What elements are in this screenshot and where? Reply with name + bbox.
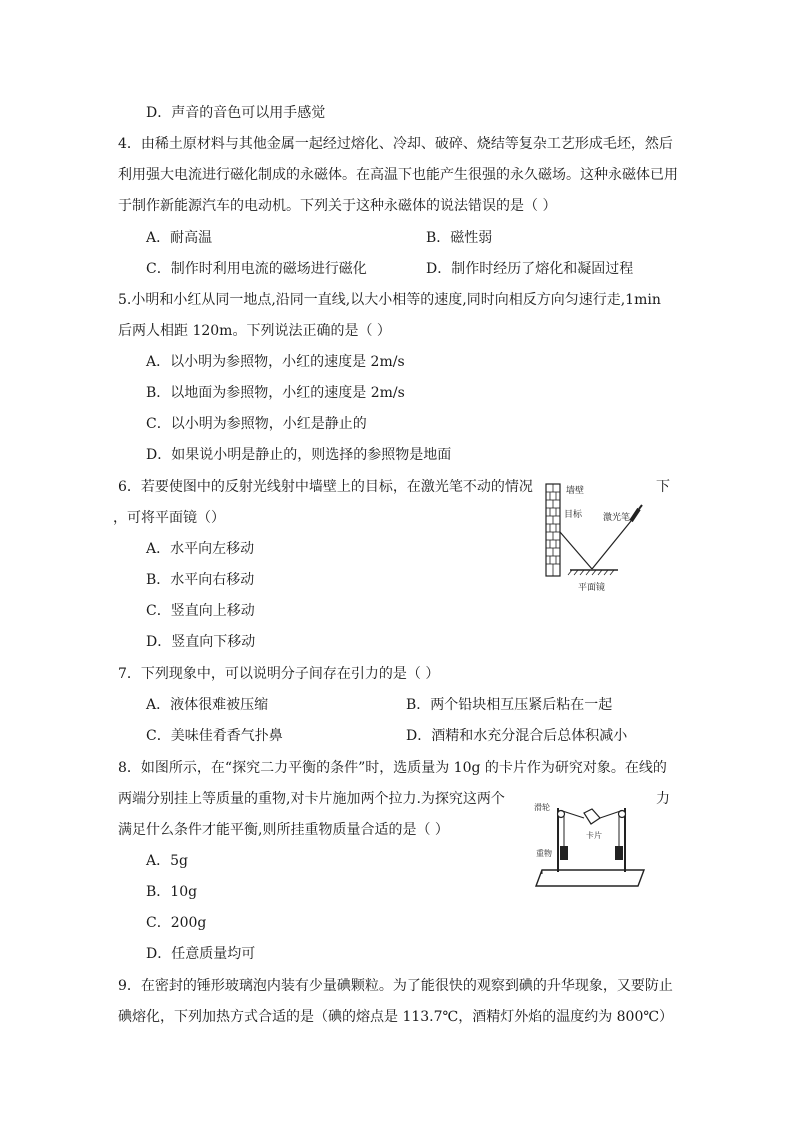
left-weight-icon [560,846,568,860]
q6-figure-mirror-diagram [540,476,660,600]
q8-option-c: C．200g [146,915,207,931]
q5-stem-line2: 后两人相距 120m。下列说法正确的是（ ） [118,323,391,339]
q6-stem-line2: ，可将平面镜（） [113,510,225,526]
q6-option-c: C．竖直向上移动 [146,603,255,619]
q6-option-a: A．水平向左移动 [146,541,255,557]
q6-figure-wall-label: 墙壁 [566,486,585,496]
q5-stem-line1: 5.小明和小红从同一地点,沿同一直线,以大小相等的速度,同时向相反方向匀速行走,1min [118,292,661,308]
q7-option-d: D．酒精和水充分混合后总体积减小 [406,728,628,744]
q6-stem-line1: 6．若要使图中的反射光线射中墙壁上的目标，在激光笔不动的情况 [118,479,533,495]
q4-option-a: A．耐高温 [146,230,213,246]
q5-option-a: A．以小明为参照物，小红的速度是 2m/s [146,354,405,370]
q4-option-b: B．磁性弱 [426,230,493,246]
q6-figure-laser-label: 激光笔 [603,513,631,523]
q8-figure-weight-label: 重物 [536,849,552,858]
right-weight-icon [615,846,623,860]
q5-option-c: C．以小明为参照物，小红是静止的 [146,416,367,432]
q8-stem-line2: 两端分别挂上等质量的重物,对卡片施加两个拉力.为探究这两个 [118,791,505,807]
q4-stem-line3: 于制作新能源汽车的电动机。下列关于这种永磁体的说法错误的是（ ） [118,198,557,214]
q8-figure-balance-apparatus [528,796,654,892]
q3-option-d: D．声音的音色可以用手感觉 [146,105,326,121]
q6-option-d: D．竖直向下移动 [146,634,256,650]
q6-figure-mirror-label: 平面镜 [578,583,606,593]
q8-figure-card-label: 卡片 [586,831,602,840]
q9-stem-line1: 9．在密封的锤形玻璃泡内装有少量碘颗粒。为了能很快的观察到碘的升华现象，又要防止 [118,978,673,994]
q5-option-b: B．以地面为参照物，小红的速度是 2m/s [146,385,405,401]
q8-stem-line2-end: 力 [656,791,670,807]
q8-option-a: A．5g [146,853,188,869]
q6-figure-target-label: 目标 [564,510,583,520]
q5-option-d: D．如果说小明是静止的，则选择的参照物是地面 [146,447,452,463]
q8-stem-line3: 满足什么条件才能平衡,则所挂重物质量合适的是（ ） [118,822,449,838]
card-icon [584,809,600,824]
q7-option-c: C．美味佳肴香气扑鼻 [146,728,283,744]
q4-stem-line1: 4．由稀土原材料与其他金属一起经过熔化、冷却、破碎、烧结等复杂工艺形成毛坯，然后 [118,136,673,152]
q4-option-d: D．制作时经历了熔化和凝固过程 [426,261,634,277]
q4-stem-line2: 利用强大电流进行磁化制成的永磁体。在高温下也能产生很强的永久磁场。这种永磁体已用 [118,167,678,183]
q8-stem-line1: 8．如图所示，在“探究二力平衡的条件”时，选质量为 10g 的卡片作为研究对象。在线的 [118,760,667,776]
q7-option-b: B．两个铅块相互压紧后粘在一起 [406,697,613,713]
q7-option-a: A．液体很难被压缩 [146,697,269,713]
q9-stem-line2: 碘熔化，下列加热方式合适的是（碘的熔点是 113.7℃，酒精灯外焰的温度约为 800℃） [118,1009,674,1025]
q6-stem-line1-end: 下 [656,479,670,495]
q7-stem-line1: 7．下列现象中，可以说明分子间存在引力的是（ ） [118,666,440,682]
q8-option-d: D．任意质量均可 [146,946,256,962]
q8-figure-pulley-label: 滑轮 [534,803,550,812]
q4-option-c: C．制作时利用电流的磁场进行磁化 [146,261,367,277]
q8-option-b: B．10g [146,884,198,900]
laser-pen-icon [631,505,642,521]
q6-option-b: B．水平向右移动 [146,572,255,588]
